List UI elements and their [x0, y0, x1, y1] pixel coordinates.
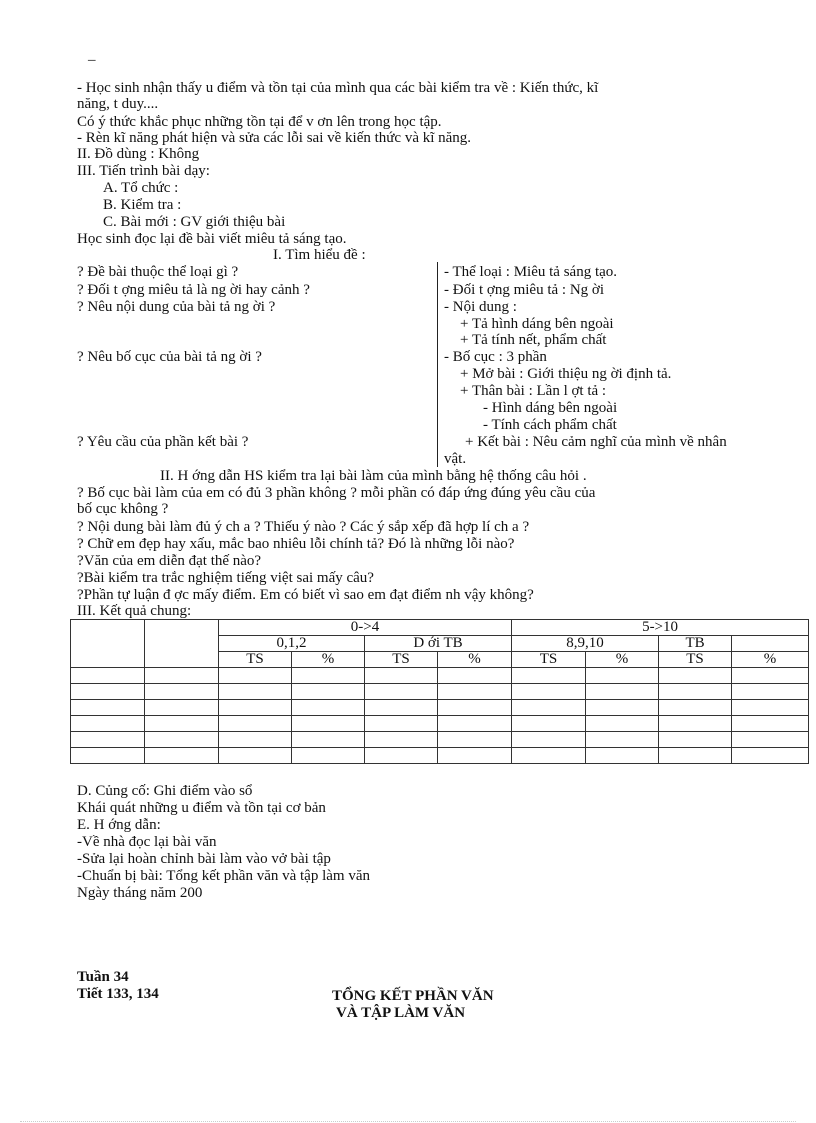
objective-line: - Học sinh nhận thấy u điểm và tồn tại của mình qua các bài kiểm tra về : Kiến thức, kĩ: [77, 80, 599, 96]
answer-line: - Hình dáng bên ngoài: [483, 400, 618, 416]
question-line: ? Yêu cầu của phần kết bài ?: [77, 434, 249, 450]
col-header: %: [438, 652, 512, 668]
table-cell: [586, 684, 659, 700]
table-cell: [219, 668, 292, 684]
column-divider: [437, 262, 438, 467]
col-header: %: [292, 652, 365, 668]
step-item: C. Bài mới : GV giới thiệu bài: [103, 214, 286, 230]
table-cell: [292, 684, 365, 700]
table-cell: [512, 716, 586, 732]
table-cell: [586, 748, 659, 764]
group-header: 5->10: [512, 620, 809, 636]
check-question: ? Nội dung bài làm đủ ý ch a ? Thiếu ý nào ? Các ý sắp xếp đã hợp lí ch a ?: [77, 519, 530, 535]
table-cell: [145, 684, 219, 700]
section-iii-heading: III. Tiến trình bài dạy:: [77, 163, 210, 179]
page-bottom-rule: [20, 1121, 796, 1122]
table-cell: [145, 620, 219, 668]
table-cell: [438, 748, 512, 764]
col-header: TS: [512, 652, 586, 668]
sub-header: TB: [659, 636, 732, 652]
results-table: [70, 619, 809, 764]
table-cell: [145, 700, 219, 716]
lesson-title-line1: TỔNG KẾT PHẦN VĂN: [332, 988, 494, 1004]
table-cell: [292, 668, 365, 684]
table-cell: [659, 668, 732, 684]
col-header: %: [586, 652, 659, 668]
closing-line: -Chuẩn bị bài: Tổng kết phần văn và tập làm văn: [77, 868, 370, 884]
table-cell: [365, 732, 438, 748]
table-cell: [365, 668, 438, 684]
table-cell: [145, 716, 219, 732]
check-question: ?Văn của em diễn đạt thế nào?: [77, 553, 262, 569]
col-header: TS: [659, 652, 732, 668]
table-cell: [732, 700, 809, 716]
step-item: A. Tổ chức :: [103, 180, 179, 196]
question-line: ? Đề bài thuộc thể loại gì ?: [77, 264, 239, 280]
closing-line: Khái quát những u điểm và tồn tại cơ bản: [77, 800, 326, 816]
table-cell: [219, 700, 292, 716]
table-cell: [292, 700, 365, 716]
table-cell: [732, 748, 809, 764]
table-cell: [512, 732, 586, 748]
date-line: Ngày tháng năm 200: [77, 885, 203, 901]
table-cell: [586, 732, 659, 748]
table-cell: [732, 636, 809, 652]
objective-line: - Rèn kĩ năng phát hiện và sửa các lỗi sai về kiến thức và kĩ năng.: [77, 130, 472, 146]
table-cell: [145, 748, 219, 764]
table-row: [71, 668, 809, 684]
objective-line: năng, t duy....: [77, 96, 159, 112]
section-ii-heading: II. Đồ dùng : Không: [77, 146, 200, 162]
check-question: ? Chữ em đẹp hay xấu, mắc bao nhiêu lỗi chính tả? Đó là những lỗi nào?: [77, 536, 515, 552]
answer-line: - Đối t ợng miêu tả : Ng ời: [444, 282, 605, 298]
question-line: ? Đối t ợng miêu tả là ng ời hay cảnh ?: [77, 282, 310, 298]
objective-line: Có ý thức khắc phục những tồn tại để v ơn lên trong học tập.: [77, 114, 442, 130]
answer-line: + Tả hình dáng bên ngoài: [460, 316, 614, 332]
question-line: ? Nêu nội dung của bài tả ng ời ?: [77, 299, 276, 315]
table-cell: [219, 684, 292, 700]
table-cell: [512, 748, 586, 764]
table-row: [71, 748, 809, 764]
table-cell: [659, 700, 732, 716]
table-row: [71, 700, 809, 716]
table-cell: [145, 668, 219, 684]
col-header: TS: [365, 652, 438, 668]
check-question: ?Phần tự luận đ ợc mấy điểm. Em có biết vì sao em đạt điểm nh vậy không?: [77, 587, 534, 603]
table-cell: [586, 668, 659, 684]
table-cell: [71, 620, 145, 668]
step-item: B. Kiểm tra :: [103, 197, 182, 213]
table-cell: [659, 748, 732, 764]
table-row: [71, 716, 809, 732]
answer-line: vật.: [444, 451, 467, 467]
table-cell: [145, 732, 219, 748]
table-cell: [219, 748, 292, 764]
table-cell: [732, 668, 809, 684]
table-header-row: [71, 620, 809, 636]
table-cell: [659, 732, 732, 748]
answer-line: + Tả tính nết, phẩm chất: [460, 332, 607, 348]
table-row: [71, 684, 809, 700]
table-cell: [438, 684, 512, 700]
table-cell: [512, 700, 586, 716]
table-cell: [732, 732, 809, 748]
table-cell: [659, 716, 732, 732]
col-header: TS: [219, 652, 292, 668]
sub-header: 8,9,10: [512, 636, 659, 652]
table-cell: [732, 716, 809, 732]
table-cell: [365, 700, 438, 716]
table-cell: [71, 684, 145, 700]
table-cell: [586, 716, 659, 732]
answer-line: - Tính cách phẩm chất: [483, 417, 617, 433]
answer-line: - Bố cục : 3 phần: [444, 349, 547, 365]
answer-line: + Thân bài : Lần l ợt tả :: [460, 383, 607, 399]
answer-line: + Mở bài : Giới thiệu ng ời định tả.: [460, 366, 672, 382]
table-cell: [512, 668, 586, 684]
table-cell: [71, 716, 145, 732]
table-cell: [292, 716, 365, 732]
intro-line: Học sinh đọc lại đề bài viết miêu tả sáng tạo.: [77, 231, 347, 247]
table-cell: [71, 748, 145, 764]
table-cell: [219, 732, 292, 748]
table-cell: [219, 716, 292, 732]
sub-heading-2: II. H ớng dẫn HS kiểm tra lại bài làm của mình bằng hệ thống câu hỏi .: [160, 468, 587, 484]
table-cell: [438, 716, 512, 732]
closing-line: -Sửa lại hoàn chỉnh bài làm vào vở bài tập: [77, 851, 331, 867]
col-header: %: [732, 652, 809, 668]
period-label: Tiết 133, 134: [77, 986, 159, 1002]
sub-heading-1: I. Tìm hiểu đề :: [273, 247, 366, 263]
answer-line: + Kết bài : Nêu cảm nghĩ của mình về nhân: [465, 434, 727, 450]
closing-line: E. H ớng dẫn:: [77, 817, 161, 833]
table-cell: [438, 668, 512, 684]
sub-header: 0,1,2: [219, 636, 365, 652]
table-cell: [438, 700, 512, 716]
question-line: ? Nêu bố cục của bài tả ng ời ?: [77, 349, 262, 365]
table-cell: [365, 684, 438, 700]
table-cell: [732, 684, 809, 700]
table-cell: [365, 748, 438, 764]
table-cell: [438, 732, 512, 748]
group-header: 0->4: [219, 620, 512, 636]
top-mark: –: [88, 52, 96, 68]
table-row: [71, 732, 809, 748]
sub-header: D ới TB: [365, 636, 512, 652]
table-cell: [71, 668, 145, 684]
check-question: ? Bố cục bài làm của em có đủ 3 phần không ? mỗi phần có đáp ứng đúng yêu cầu của: [77, 485, 596, 501]
answer-line: - Nội dung :: [444, 299, 517, 315]
table-cell: [71, 732, 145, 748]
closing-line: -Về nhà đọc lại bài văn: [77, 834, 217, 850]
table-cell: [292, 732, 365, 748]
check-question: bố cục không ?: [77, 501, 169, 517]
table-cell: [586, 700, 659, 716]
closing-line: D. Củng cố: Ghi điểm vào sổ: [77, 783, 253, 799]
week-label: Tuần 34: [77, 969, 129, 985]
table-cell: [365, 716, 438, 732]
table-cell: [71, 700, 145, 716]
check-question: ?Bài kiểm tra trắc nghiệm tiếng việt sai mấy câu?: [77, 570, 374, 586]
table-cell: [512, 684, 586, 700]
results-heading: III. Kết quả chung:: [77, 603, 192, 619]
table-cell: [659, 684, 732, 700]
lesson-title-line2: VÀ TẬP LÀM VĂN: [336, 1005, 466, 1021]
answer-line: - Thể loại : Miêu tả sáng tạo.: [444, 264, 618, 280]
table-cell: [292, 748, 365, 764]
